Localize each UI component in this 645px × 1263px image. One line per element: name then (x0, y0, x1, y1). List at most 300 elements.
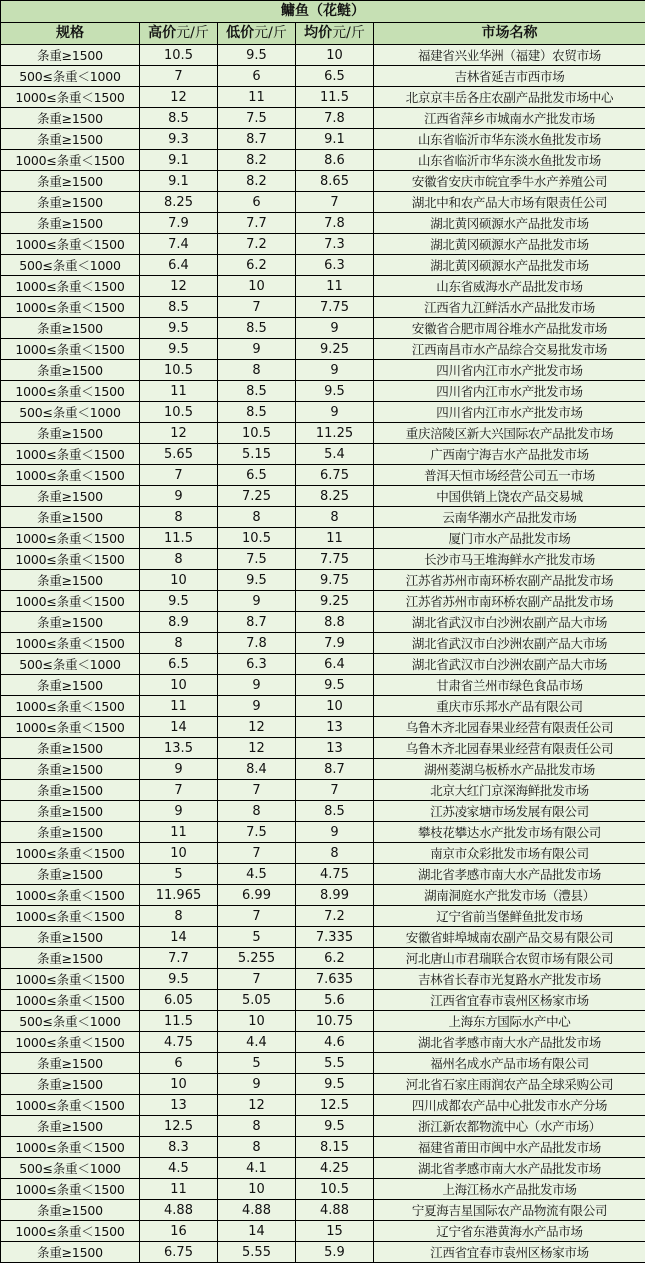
high-price-cell: 8.9 (140, 612, 218, 633)
high-price-cell: 4.88 (140, 1200, 218, 1221)
market-header: 市场名称 (374, 23, 645, 45)
market-name-cell: 北京大红门京深海鲜批发市场 (374, 780, 645, 801)
market-name-cell: 上海江杨水产品批发市场 (374, 1179, 645, 1200)
avg-price-cell: 13 (296, 717, 374, 738)
avg-price-cell: 8.65 (296, 171, 374, 192)
low-price-cell: 10 (218, 1179, 296, 1200)
spec-cell: 条重≥1500 (1, 507, 140, 528)
high-price-cell: 14 (140, 927, 218, 948)
table-row (1, 1074, 645, 1095)
avg-price-cell: 11 (296, 528, 374, 549)
high-price-cell: 8.3 (140, 1137, 218, 1158)
high-price-cell: 11.5 (140, 528, 218, 549)
spec-cell: 1000≤条重＜1500 (1, 696, 140, 717)
avg-price-cell: 4.6 (296, 1032, 374, 1053)
spec-cell: 条重≥1500 (1, 45, 140, 66)
high-price-cell: 11.965 (140, 885, 218, 906)
table-row (1, 486, 645, 507)
table-row (1, 717, 645, 738)
avg-price-cell: 6.5 (296, 66, 374, 87)
low-price-cell: 9.5 (218, 45, 296, 66)
low-price-cell: 9 (218, 591, 296, 612)
avg-price-cell: 4.88 (296, 1200, 374, 1221)
avg-price-cell: 11 (296, 276, 374, 297)
low-price-cell: 4.88 (218, 1200, 296, 1221)
market-name-cell: 乌鲁木齐北园春果业经营有限责任公司 (374, 717, 645, 738)
market-name-cell: 河北唐山市君瑞联合农贸市场有限公司 (374, 948, 645, 969)
low-price-cell: 12 (218, 738, 296, 759)
header-row (1, 23, 645, 45)
low-price-cell: 6 (218, 192, 296, 213)
high-price-cell: 10.5 (140, 360, 218, 381)
market-name-cell: 湖北黄冈硕源水产品批发市场 (374, 255, 645, 276)
low-price-cell: 10 (218, 1011, 296, 1032)
spec-cell: 条重≥1500 (1, 1200, 140, 1221)
spec-cell: 500≤条重＜1000 (1, 1011, 140, 1032)
market-name-cell: 甘肃省兰州市绿色食品市场 (374, 675, 645, 696)
table-row (1, 1242, 645, 1263)
high-price-cell: 8.25 (140, 192, 218, 213)
unit-label: 元/斤 (176, 25, 209, 41)
table-row (1, 843, 645, 864)
avg-price-cell: 11.25 (296, 423, 374, 444)
low-price-cell: 5.55 (218, 1242, 296, 1263)
avg-price-cell: 5.9 (296, 1242, 374, 1263)
market-name-cell: 江苏省苏州市南环桥农副产品批发市场 (374, 591, 645, 612)
avg-price-header (296, 23, 374, 45)
spec-cell: 1000≤条重＜1500 (1, 381, 140, 402)
high-price-cell: 11 (140, 696, 218, 717)
market-name-cell: 江西省宜春市袁州区杨家市场 (374, 1242, 645, 1263)
avg-price-cell: 9.5 (296, 1116, 374, 1137)
low-price-cell: 9 (218, 696, 296, 717)
high-price-cell: 9.5 (140, 318, 218, 339)
spec-cell: 条重≥1500 (1, 108, 140, 129)
high-price-cell: 8 (140, 633, 218, 654)
market-name-cell: 湖北省武汉市白沙洲农副产品大市场 (374, 612, 645, 633)
market-name-cell: 山东省临沂市华东淡水鱼批发市场 (374, 150, 645, 171)
high-price-cell: 9.1 (140, 171, 218, 192)
table-row (1, 1221, 645, 1242)
high-price-cell: 7 (140, 66, 218, 87)
table-row (1, 87, 645, 108)
spec-cell: 1000≤条重＜1500 (1, 1179, 140, 1200)
avg-price-cell: 9.75 (296, 570, 374, 591)
low-price-cell: 5 (218, 927, 296, 948)
low-price-cell: 6 (218, 66, 296, 87)
avg-price-cell: 8 (296, 507, 374, 528)
low-price-cell: 7 (218, 906, 296, 927)
avg-price-cell: 7.9 (296, 633, 374, 654)
high-price-cell: 10 (140, 675, 218, 696)
spec-cell: 条重≥1500 (1, 801, 140, 822)
low-price-cell: 8.5 (218, 381, 296, 402)
avg-price-cell: 9.1 (296, 129, 374, 150)
market-name-cell: 江西南昌市水产品综合交易批发市场 (374, 339, 645, 360)
market-name-cell: 四川省内江市水产批发市场 (374, 381, 645, 402)
low-price-cell: 8.4 (218, 759, 296, 780)
low-price-cell: 7 (218, 297, 296, 318)
high-price-cell: 9.5 (140, 591, 218, 612)
high-price-cell: 6 (140, 1053, 218, 1074)
low-price-cell: 8.5 (218, 402, 296, 423)
avg-price-cell: 8.6 (296, 150, 374, 171)
market-name-cell: 山东省威海水产品批发市场 (374, 276, 645, 297)
market-name-cell: 安徽省安庆市皖宜季牛水产养殖公司 (374, 171, 645, 192)
low-price-cell: 9 (218, 1074, 296, 1095)
market-name-cell: 湖北中和农产品大市场有限责任公司 (374, 192, 645, 213)
table-row (1, 66, 645, 87)
market-name-cell: 湖北省孝感市南大水产品批发市场 (374, 1032, 645, 1053)
avg-price-cell: 9.5 (296, 381, 374, 402)
table-row (1, 549, 645, 570)
high-price-cell: 9.5 (140, 969, 218, 990)
high-price-cell: 9 (140, 801, 218, 822)
high-price-cell: 8 (140, 549, 218, 570)
low-price-cell: 7 (218, 969, 296, 990)
spec-cell: 条重≥1500 (1, 213, 140, 234)
low-price-cell: 7 (218, 843, 296, 864)
spec-cell: 500≤条重＜1000 (1, 402, 140, 423)
spec-cell: 条重≥1500 (1, 570, 140, 591)
spec-cell: 条重≥1500 (1, 927, 140, 948)
low-price-cell: 8.7 (218, 129, 296, 150)
market-name-cell: 辽宁省前当堡鲜鱼批发市场 (374, 906, 645, 927)
low-price-cell: 12 (218, 717, 296, 738)
high-price-cell: 12 (140, 87, 218, 108)
high-price-cell: 10.5 (140, 45, 218, 66)
spec-cell: 条重≥1500 (1, 675, 140, 696)
high-price-cell: 10.5 (140, 402, 218, 423)
avg-price-cell: 8.25 (296, 486, 374, 507)
low-price-cell: 8 (218, 360, 296, 381)
low-price-cell: 5.255 (218, 948, 296, 969)
spec-cell: 条重≥1500 (1, 1053, 140, 1074)
spec-cell: 500≤条重＜1000 (1, 66, 140, 87)
low-price-cell: 7.25 (218, 486, 296, 507)
table-row (1, 171, 645, 192)
table-body (1, 45, 645, 1263)
avg-price-cell: 8.5 (296, 801, 374, 822)
market-name-cell: 安徽省合肥市周谷堆水产品批发市场 (374, 318, 645, 339)
market-name-cell: 吉林省延吉市西市场 (374, 66, 645, 87)
market-name-cell: 上海东方国际水产中心 (374, 1011, 645, 1032)
market-name-cell: 云南华潮水产品批发市场 (374, 507, 645, 528)
table-row (1, 1032, 645, 1053)
market-name-cell: 普洱天恒市场经营公司五一市场 (374, 465, 645, 486)
table-row (1, 570, 645, 591)
high-price-cell: 13 (140, 1095, 218, 1116)
market-name-cell: 湖州菱湖乌板桥水产品批发市场 (374, 759, 645, 780)
market-name-cell: 吉林省长春市光复路水产批发市场 (374, 969, 645, 990)
avg-price-cell: 7.635 (296, 969, 374, 990)
low-price-cell: 7.5 (218, 108, 296, 129)
table-row (1, 528, 645, 549)
spec-cell: 1000≤条重＜1500 (1, 339, 140, 360)
low-price-cell: 5.15 (218, 444, 296, 465)
spec-cell: 1000≤条重＜1500 (1, 1095, 140, 1116)
spec-cell: 条重≥1500 (1, 780, 140, 801)
avg-price-cell: 5.6 (296, 990, 374, 1011)
low-price-cell: 10.5 (218, 423, 296, 444)
avg-price-cell: 6.4 (296, 654, 374, 675)
table-row (1, 927, 645, 948)
market-name-cell: 四川省内江市水产批发市场 (374, 402, 645, 423)
table-row (1, 906, 645, 927)
spec-cell: 1000≤条重＜1500 (1, 234, 140, 255)
table-row (1, 1158, 645, 1179)
market-name-cell: 江苏凌家塘市场发展有限公司 (374, 801, 645, 822)
avg-price-cell: 6.3 (296, 255, 374, 276)
low-price-cell: 6.5 (218, 465, 296, 486)
avg-price-cell: 4.25 (296, 1158, 374, 1179)
high-price-cell: 4.75 (140, 1032, 218, 1053)
market-name-cell: 湖北省武汉市白沙洲农副产品大市场 (374, 654, 645, 675)
low-price-cell: 10 (218, 276, 296, 297)
high-price-cell: 11 (140, 381, 218, 402)
table-row (1, 108, 645, 129)
table-row (1, 591, 645, 612)
table-row (1, 990, 645, 1011)
market-name-cell: 江苏省苏州市南环桥农副产品批发市场 (374, 570, 645, 591)
market-name-cell: 浙江新农都物流中心（水产市场） (374, 1116, 645, 1137)
spec-cell: 1000≤条重＜1500 (1, 276, 140, 297)
high-price-cell: 9 (140, 486, 218, 507)
market-name-cell: 福建省莆田市闽中水产品批发市场 (374, 1137, 645, 1158)
high-price-cell: 10 (140, 1074, 218, 1095)
table-row (1, 360, 645, 381)
high-price-cell: 6.4 (140, 255, 218, 276)
low-price-cell: 6.2 (218, 255, 296, 276)
market-name-cell: 厦门市水产品批发市场 (374, 528, 645, 549)
spec-cell: 条重≥1500 (1, 192, 140, 213)
high-price-cell: 12.5 (140, 1116, 218, 1137)
table-row (1, 150, 645, 171)
spec-cell: 条重≥1500 (1, 1074, 140, 1095)
spec-cell: 1000≤条重＜1500 (1, 444, 140, 465)
high-price-cell: 11 (140, 822, 218, 843)
avg-price-cell: 6.2 (296, 948, 374, 969)
low-price-cell: 4.1 (218, 1158, 296, 1179)
table-row (1, 507, 645, 528)
spec-cell: 1000≤条重＜1500 (1, 969, 140, 990)
spec-cell: 1000≤条重＜1500 (1, 717, 140, 738)
avg-price-cell: 5.5 (296, 1053, 374, 1074)
table-row (1, 129, 645, 150)
low-price-cell: 14 (218, 1221, 296, 1242)
table-row (1, 255, 645, 276)
low-price-cell: 7.5 (218, 549, 296, 570)
low-price-cell: 10.5 (218, 528, 296, 549)
avg-price-cell: 8.7 (296, 759, 374, 780)
low-price-cell: 7 (218, 780, 296, 801)
table-row (1, 633, 645, 654)
spec-cell: 条重≥1500 (1, 948, 140, 969)
low-price-cell: 8 (218, 1137, 296, 1158)
table-row (1, 339, 645, 360)
avg-price-cell: 10.75 (296, 1011, 374, 1032)
table-row (1, 444, 645, 465)
spec-cell: 500≤条重＜1000 (1, 255, 140, 276)
market-name-cell: 湖北省武汉市白沙洲农副产品大市场 (374, 633, 645, 654)
market-name-cell: 广西南宁海吉水产品批发市场 (374, 444, 645, 465)
avg-price-cell: 7.335 (296, 927, 374, 948)
high-price-cell: 7.7 (140, 948, 218, 969)
avg-price-cell: 9 (296, 822, 374, 843)
table-row (1, 864, 645, 885)
high-price-cell: 4.5 (140, 1158, 218, 1179)
spec-cell: 1000≤条重＜1500 (1, 906, 140, 927)
high-price-cell: 6.5 (140, 654, 218, 675)
market-name-cell: 福州名成水产品市场有限公司 (374, 1053, 645, 1074)
spec-cell: 条重≥1500 (1, 318, 140, 339)
spec-cell: 500≤条重＜1000 (1, 1158, 140, 1179)
market-name-cell: 湖北省孝感市南大水产品批发市场 (374, 864, 645, 885)
high-price-cell: 7.9 (140, 213, 218, 234)
avg-price-cell: 7.75 (296, 297, 374, 318)
high-price-cell: 8.5 (140, 297, 218, 318)
spec-cell: 条重≥1500 (1, 360, 140, 381)
spec-cell: 条重≥1500 (1, 486, 140, 507)
table-title: 鳙鱼（花鲢） (1, 1, 645, 23)
market-name-cell: 长沙市马王堆海鲜水产批发市场 (374, 549, 645, 570)
spec-cell: 1000≤条重＜1500 (1, 591, 140, 612)
high-price-cell: 12 (140, 276, 218, 297)
table-row (1, 948, 645, 969)
table-row (1, 654, 645, 675)
unit-label: 元/斤 (332, 25, 365, 41)
table-row (1, 423, 645, 444)
market-name-cell: 江西省九江鲜活水产品批发市场 (374, 297, 645, 318)
spec-cell: 1000≤条重＜1500 (1, 549, 140, 570)
market-name-cell: 福建省兴业华洲（福建）农贸市场 (374, 45, 645, 66)
low-price-cell: 8 (218, 507, 296, 528)
avg-price-cell: 7 (296, 192, 374, 213)
table-row (1, 612, 645, 633)
avg-price-cell: 10 (296, 45, 374, 66)
table-row (1, 1011, 645, 1032)
table-row (1, 969, 645, 990)
table-row (1, 276, 645, 297)
high-price-header (140, 23, 218, 45)
high-price-cell: 11 (140, 1179, 218, 1200)
table-row (1, 780, 645, 801)
table-row (1, 192, 645, 213)
high-price-cell: 10 (140, 570, 218, 591)
avg-price-cell: 4.75 (296, 864, 374, 885)
spec-cell: 条重≥1500 (1, 1116, 140, 1137)
avg-price-cell: 7.8 (296, 108, 374, 129)
market-name-cell: 安徽省蚌埠城南农副产品交易有限公司 (374, 927, 645, 948)
table-row (1, 885, 645, 906)
high-price-cell: 6.75 (140, 1242, 218, 1263)
table-row (1, 801, 645, 822)
high-price-cell: 9.3 (140, 129, 218, 150)
table-row (1, 822, 645, 843)
table-row (1, 213, 645, 234)
spec-cell: 条重≥1500 (1, 171, 140, 192)
spec-cell: 500≤条重＜1000 (1, 654, 140, 675)
high-price-cell: 5.65 (140, 444, 218, 465)
avg-price-cell: 8.15 (296, 1137, 374, 1158)
market-name-cell: 山东省临沂市华东淡水鱼批发市场 (374, 129, 645, 150)
low-price-cell: 4.5 (218, 864, 296, 885)
high-price-cell: 7 (140, 465, 218, 486)
spec-cell: 条重≥1500 (1, 129, 140, 150)
spec-cell: 条重≥1500 (1, 1242, 140, 1263)
market-name-cell: 江西省宜春市袁州区杨家市场 (374, 990, 645, 1011)
low-price-cell: 4.4 (218, 1032, 296, 1053)
low-price-cell: 7.8 (218, 633, 296, 654)
low-price-cell: 7.5 (218, 822, 296, 843)
avg-price-cell: 7 (296, 780, 374, 801)
market-name-cell: 中国供销上饶农产品交易城 (374, 486, 645, 507)
high-price-cell: 7.4 (140, 234, 218, 255)
market-name-cell: 湖北省孝感市南大水产品批发市场 (374, 1158, 645, 1179)
market-name-cell: 重庆涪陵区新大兴国际农产品批发市场 (374, 423, 645, 444)
high-price-cell: 16 (140, 1221, 218, 1242)
high-price-cell: 7 (140, 780, 218, 801)
table-row (1, 696, 645, 717)
avg-price-cell: 8 (296, 843, 374, 864)
table-row (1, 1179, 645, 1200)
spec-cell: 1000≤条重＜1500 (1, 1032, 140, 1053)
high-price-cell: 11.5 (140, 1011, 218, 1032)
market-name-cell: 北京京丰岳各庄农副产品批发市场中心 (374, 87, 645, 108)
avg-price-cell: 7.3 (296, 234, 374, 255)
spec-cell: 1000≤条重＜1500 (1, 1137, 140, 1158)
market-name-cell: 湖北黄冈硕源水产品批发市场 (374, 213, 645, 234)
avg-price-cell: 15 (296, 1221, 374, 1242)
table-row (1, 738, 645, 759)
market-name-cell: 四川省内江市水产批发市场 (374, 360, 645, 381)
high-price-cell: 12 (140, 423, 218, 444)
high-price-cell: 6.05 (140, 990, 218, 1011)
avg-price-cell: 9 (296, 318, 374, 339)
low-price-label: 低价 (226, 25, 254, 41)
low-price-header (218, 23, 296, 45)
table-row (1, 1200, 645, 1221)
table-row (1, 1116, 645, 1137)
low-price-cell: 5 (218, 1053, 296, 1074)
avg-price-cell: 9.25 (296, 339, 374, 360)
market-name-cell: 四川成都农产品中心批发市水产分场 (374, 1095, 645, 1116)
high-price-cell: 10 (140, 843, 218, 864)
high-price-cell: 9.1 (140, 150, 218, 171)
spec-header: 规格 (1, 23, 140, 45)
market-name-cell: 河北省石家庄雨润农产品全球采购公司 (374, 1074, 645, 1095)
avg-price-cell: 8.8 (296, 612, 374, 633)
spec-cell: 1000≤条重＜1500 (1, 465, 140, 486)
table-row (1, 465, 645, 486)
spec-cell: 1000≤条重＜1500 (1, 990, 140, 1011)
avg-price-cell: 8.99 (296, 885, 374, 906)
table-row (1, 402, 645, 423)
avg-price-cell: 9.25 (296, 591, 374, 612)
high-price-cell: 8 (140, 906, 218, 927)
market-name-cell: 湖南洞庭水产批发市场（澧县） (374, 885, 645, 906)
unit-label: 元/斤 (254, 25, 287, 41)
table-row (1, 234, 645, 255)
avg-price-cell: 12.5 (296, 1095, 374, 1116)
table-row (1, 675, 645, 696)
high-price-cell: 8.5 (140, 108, 218, 129)
avg-price-cell: 7.75 (296, 549, 374, 570)
spec-cell: 1000≤条重＜1500 (1, 633, 140, 654)
market-name-cell: 攀枝花攀达水产批发市场有限公司 (374, 822, 645, 843)
low-price-cell: 8.7 (218, 612, 296, 633)
table-row (1, 1095, 645, 1116)
